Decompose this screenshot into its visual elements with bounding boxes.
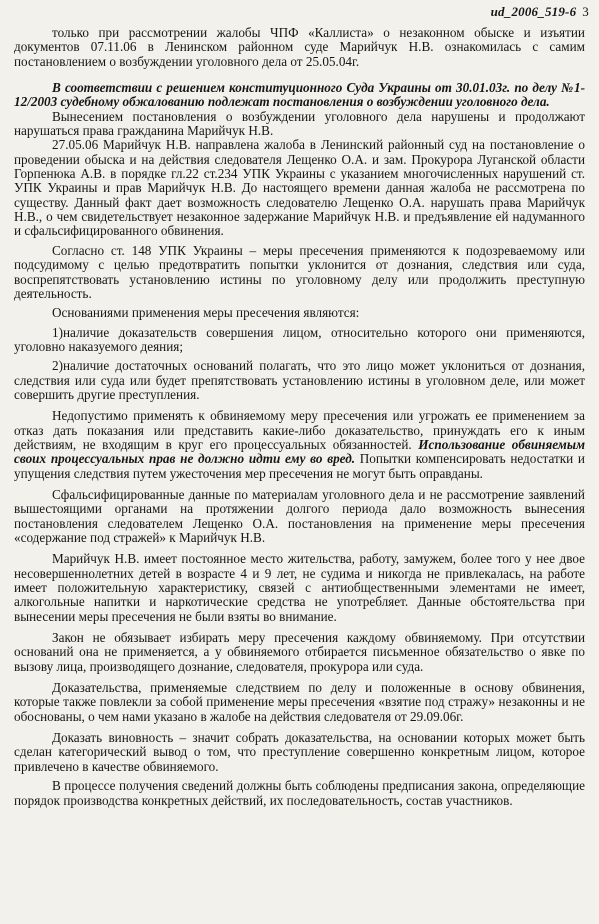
paragraph-complaint-27-05-06: 27.05.06 Марийчук Н.В. направлена жалоба в Ленинский районный суд на постановление о проведении обыска и на действия следователя Лещенко О.А. и зам. Прокурора Луганской области Горпенюка А.В. в порядке гл.22 ст.234 УПК Украины с указанием многочисленных нарушений ст. УПК Украины и прав Марийчук Н.В. До настоящего времени данная жалоба не рассмотрена по существу. Данный факт дает возможность следователю Лещенко О.А. нарушать права Марийчук Н.В., о чем свидетельствует незаконное задержание Марийчук Н.В. и предъявление ей надуманного и сфальсифицированного обвинения. (14, 137, 585, 239)
paragraph-prove-guilt: Доказать виновность – значит собрать доказательства, на основании которых может быть сделан категорический вывод о том, что преступление совершенно конкретным лицом, которое привлечено в качестве обвиняемого. (14, 730, 585, 774)
paragraph-constitutional-court-heading: В соответствии с решением конституционного Суда Украины от 30.01.03г. по делу №1-12/2003 судебному обжалованию подлежат постановления о возбуждении уголовного дела. (14, 80, 585, 110)
paragraph-article-148: Согласно ст. 148 УПК Украины – меры пресечения применяются к подозреваемому или подсудимому с целью предотвратить попытки уклонится от дознания, следствия или суда, воспрепятствовать установлению истины по уголовному делу или продолжить преступную деятельность. (14, 242, 585, 301)
paragraph-rights-violated: Вынесением постановления о возбуждении уголовного дела нарушены и продолжают нарушаться права гражданина Марийчук Н.В. (14, 108, 585, 139)
page-number: 3 (582, 4, 589, 19)
page-header (491, 4, 589, 20)
inadmissible-emphasis: Использование обвиняемым своих процессуальных прав не должно идти ему во вред. (14, 436, 586, 467)
paragraph-evidence-unlawful: Доказательства, применяемые следствием по делу и положенные в основу обвинения, которые также повлекли за собой применение меры пресечения «взятие под стражу» незаконны и не обоснованы, о чем нами указано в жалобе на действия следователя от 29.09.06г. (14, 680, 585, 724)
paragraph-continuation: только при рассмотрении жалобы ЧПФ «Каллиста» о незаконном обыске и изъятии документов 07.11.06 в Ленинском районном суде Марийчук Н.В. ознакомилась с самим постановлением о возбуждении уголовного дела от 25.05.04г. (14, 25, 585, 69)
paragraph-law-not-obliged: Закон не обязывает избирать меру пресечения каждому обвиняемому. При отсутствии оснований она не применяется, а у обвиняемого отбирается письменное обязательство о явке по вызову лица, производящего дознание, следователя, прокурора или суда. (14, 630, 585, 674)
inadmissible-text-after: Попытки компенсировать недостатки и упущения следствия путем ужесточения мер пресечения не могут быть оправданы. (14, 451, 585, 481)
inadmissible-text: Недопустимо применять к обвиняемому меру пресечения или угрожать ее применением за отказ дать показания или представить какие-либо доказательство, принуждать его к иным действиям, не входящим в круг его процессуальных обязанностей. (14, 408, 585, 452)
paragraph-procedure: В процессе получения сведений должны быть соблюдены предписания закона, определяющие порядок производства конкретных действий, их последовательность, состав участников. (14, 778, 585, 808)
paragraph-personal-circumstances: Марийчук Н.В. имеет постоянное место жительства, работу, замужем, более того у нее двое несовершеннолетних детей в возрасте 4 и 9 лет, не судима и никогда не привлекалась, на работе имеет положительную характеристику, связей с антиобщественными элементами не имеет, алкогольные напитки и наркотические средства не употребляет. Данные обстоятельства при вынесении меры пресечения не были взяты во внимание. (14, 551, 585, 624)
paragraph-ground-2: 2)наличие достаточных оснований полагать, что это лицо может уклониться от дознания, следствия или суда или будет препятствовать установлению истины в уголовном деле, или может совершить другие преступления. (14, 358, 585, 402)
paragraph-grounds-intro: Основаниями применения меры пресечения являются: (52, 305, 360, 321)
document-code: ud_2006_519-6 (490, 4, 577, 19)
paragraph-inadmissible (14, 409, 585, 481)
document-body (14, 26, 585, 808)
paragraph-falsified-data: Сфальсифицированные данные по материалам уголовного дела и не рассмотрение заявлений вышестоящими органами на протяжении долгого периода дало возможность вынесения постановления следователем Лещенко О.А. постановления на применение меры пресечения «содержание под стражей» к Марийчук Н.В. (14, 486, 585, 545)
paragraph-ground-1: 1)наличие доказательств совершения лицом, относительно которого они применяются, уголовно наказуемого деяния; (14, 324, 585, 354)
